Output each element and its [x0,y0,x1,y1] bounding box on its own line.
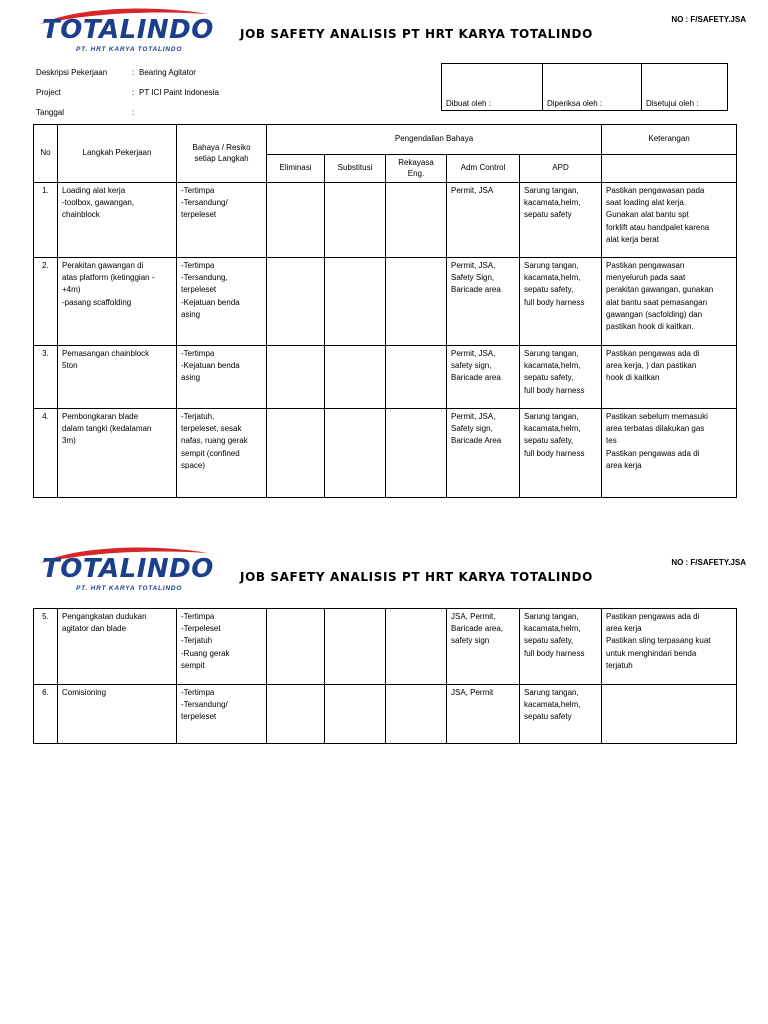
meta-colon: : [132,108,135,117]
col-eliminasi: Eliminasi [267,155,325,183]
jsa-table-continued [33,608,737,744]
header-row [34,125,737,155]
cell-keterangan: Pastikan pengawas ada di area kerja, ) dan pastikan hook di kaitkan [602,346,737,409]
meta-value: PT ICI Paint Indonesia [139,88,219,97]
cell-adm: Permit, JSA, safety sign, Baricade area [447,346,520,409]
meta-value: Bearing Agitator [139,68,196,77]
cell-substitusi [325,609,386,685]
col-pengendalian: Pengendalian Bahaya [267,125,602,155]
meta-colon: : [132,88,135,97]
cell-rekayasa [386,346,447,409]
cell-adm: Permit, JSA, Safety Sign, Baricade area [447,258,520,346]
cell-bahaya: -Tertimpa -Tersandung/ terpeleset [177,685,267,744]
cell-keterangan [602,685,737,744]
cell-rekayasa [386,685,447,744]
col-keterangan: Keterangan [602,125,737,155]
cell-rekayasa [386,409,447,498]
cell-eliminasi [267,609,325,685]
logo-text: TOTALINDO [42,15,214,45]
cell-adm: JSA, Permit [447,685,520,744]
page-title: JOB SAFETY ANALISIS PT HRT KARYA TOTALINDO [240,570,593,584]
cell-adm: Permit, JSA [447,183,520,258]
table-row [34,183,737,258]
meta-colon: : [132,68,135,77]
cell-bahaya: -Tertimpa -Tersandung/ terpeleset [177,183,267,258]
col-no: No [34,125,58,183]
col-bahaya: Bahaya / Resiko setiap Langkah [177,125,267,183]
meta-label: Tanggal [36,108,65,117]
cell-substitusi [325,346,386,409]
cell-apd: Sarung tangan, kacamata,helm, sepatu safety [520,183,602,258]
cell-substitusi [325,409,386,498]
signature-table [441,63,728,111]
cell-eliminasi [267,685,325,744]
cell-langkah: Pengangkatan dudukan agitator dan blade [58,609,177,685]
jsa-table [33,124,737,498]
meta-label: Deskripsi Pekerjaan [36,68,108,77]
sign-made-by: Dibuat oleh : [442,64,543,111]
cell-adm: Permit, JSA, Safety sign, Baricade Area [447,409,520,498]
cell-rekayasa [386,609,447,685]
cell-no: 5. [34,609,58,685]
cell-keterangan: Pastikan pengawas ada di area kerja Pastikan sling terpasang kuat untuk menghindari benda terjatuh [602,609,737,685]
cell-no: 2. [34,258,58,346]
doc-number: NO : F/SAFETY.JSA [671,558,746,567]
cell-apd: Sarung tangan, kacamata,helm, sepatu safety, full body harness [520,609,602,685]
cell-apd: Sarung tangan, kacamata,helm, sepatu safety [520,685,602,744]
cell-substitusi [325,258,386,346]
cell-apd: Sarung tangan, kacamata,helm, sepatu safety, full body harness [520,346,602,409]
table-row [34,685,737,744]
cell-bahaya: -Tertimpa -Kejatuan benda asing [177,346,267,409]
sign-checked-by: Diperiksa oleh : [543,64,642,111]
cell-langkah: Loading alat kerja -toolbox, gawangan, chainblock [58,183,177,258]
col-adm: Adm Control [447,155,520,183]
table-row [34,609,737,685]
cell-no: 6. [34,685,58,744]
cell-bahaya: -Terjatuh, terpeleset, sesak nafas, ruang gerak sempit (confined space) [177,409,267,498]
cell-rekayasa [386,258,447,346]
cell-langkah: Pembongkaran blade dalam tangki (kedalaman 3m) [58,409,177,498]
cell-keterangan: Pastikan sebelum memasuki area terbatas dilakukan gas tes Pastikan pengawas ada di area kerja [602,409,737,498]
cell-eliminasi [267,346,325,409]
cell-bahaya: -Tertimpa -Tersandung, terpeleset -Kejatuan benda asing [177,258,267,346]
cell-no: 1. [34,183,58,258]
company-logo [36,6,212,62]
cell-no: 3. [34,346,58,409]
col-langkah: Langkah Pekerjaan [58,125,177,183]
cell-bahaya: -Tertimpa -Terpeleset -Terjatuh -Ruang gerak sempit [177,609,267,685]
cell-eliminasi [267,258,325,346]
cell-eliminasi [267,409,325,498]
cell-langkah: Comisioning [58,685,177,744]
page-title: JOB SAFETY ANALISIS PT HRT KARYA TOTALINDO [240,27,593,41]
col-keterangan-sub [602,155,737,183]
cell-eliminasi [267,183,325,258]
cell-apd: Sarung tangan, kacamata,helm, sepatu safety, full body harness [520,409,602,498]
logo-subtitle: PT. HRT KARYA TOTALINDO [76,585,183,592]
sign-approved-by: Disetujui oleh : [642,64,728,111]
table-row [34,258,737,346]
cell-langkah: Pemasangan chainblock 5ton [58,346,177,409]
cell-no: 4. [34,409,58,498]
logo-subtitle: PT. HRT KARYA TOTALINDO [76,46,183,53]
logo-text: TOTALINDO [42,554,214,584]
company-logo [36,545,212,601]
cell-substitusi [325,183,386,258]
cell-apd: Sarung tangan, kacamata,helm, sepatu safety, full body harness [520,258,602,346]
col-substitusi: Substitusi [325,155,386,183]
col-apd: APD [520,155,602,183]
meta-label: Project [36,88,61,97]
cell-keterangan: Pastikan pengawasan pada saat loading alat kerja. Gunakan alat bantu spt forklift atau handpalet karena alat kerja berat [602,183,737,258]
cell-rekayasa [386,183,447,258]
doc-number: NO : F/SAFETY.JSA [671,15,746,24]
cell-keterangan: Pastikan pengawasan menyeluruh pada saat perakitan gawangan, gunakan alat bantu saat pemasangan gawangan (sacfolding) dan pastikan hook di kaitkan. [602,258,737,346]
table-row [34,409,737,498]
cell-langkah: Perakitan gawangan di atas platform (ketinggian - +4m) -pasang scaffolding [58,258,177,346]
cell-adm: JSA, Permit, Baricade area, safety sign [447,609,520,685]
cell-substitusi [325,685,386,744]
table-row [34,346,737,409]
col-rekayasa: Rekayasa Eng. [386,155,447,183]
